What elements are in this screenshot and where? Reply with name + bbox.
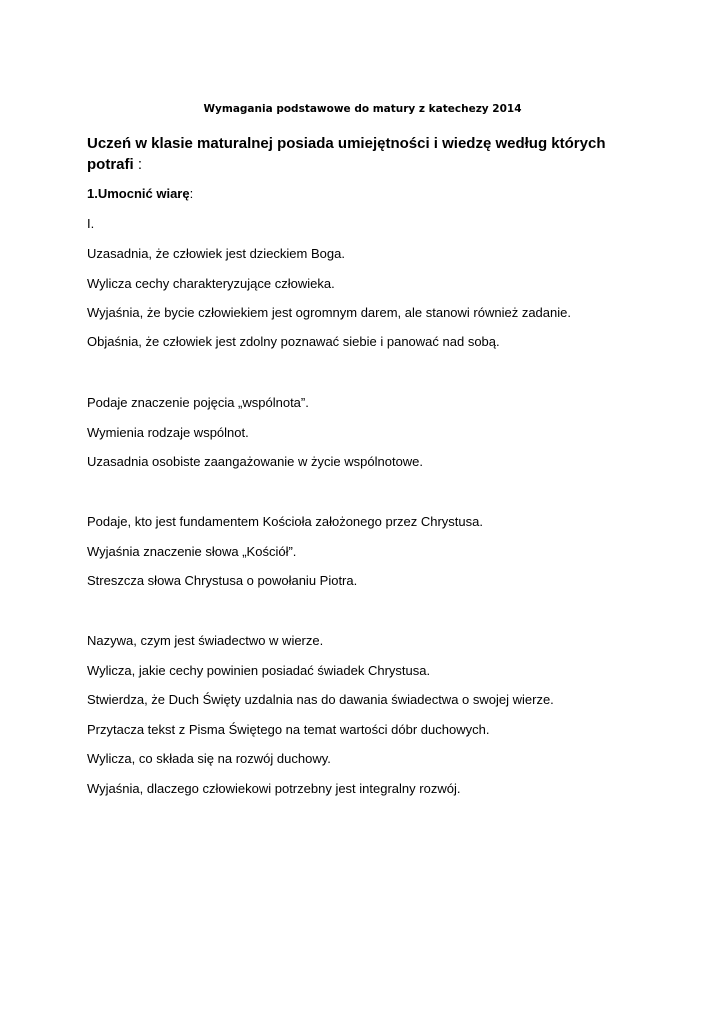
requirement-line: Nazywa, czym jest świadectwo w wierze.	[87, 633, 324, 648]
requirement-line: Uzasadnia, że człowiek jest dzieckiem Boga.	[87, 246, 345, 261]
section-heading	[87, 185, 193, 203]
requirement-line: Wylicza, co składa się na rozwój duchowy.	[87, 751, 331, 766]
requirement-line: Wyjaśnia, dlaczego człowiekowi potrzebny jest integralny rozwój.	[87, 781, 461, 796]
requirement-line: Wymienia rodzaje wspólnot.	[87, 425, 249, 440]
requirement-line: Wyjaśnia znaczenie słowa „Kościół”.	[87, 544, 297, 559]
requirement-line: Streszcza słowa Chrystusa o powołaniu Piotra.	[87, 573, 358, 588]
requirement-line: Podaje, kto jest fundamentem Kościoła założonego przez Chrystusa.	[87, 514, 483, 529]
requirement-line: Wylicza, jakie cechy powinien posiadać świadek Chrystusa.	[87, 663, 431, 678]
document-title: Wymagania podstawowe do matury z katechezy 2014	[203, 103, 522, 115]
section-heading-colon: :	[189, 186, 194, 201]
requirement-line: Wyjaśnia, że bycie człowiekiem jest ogromnym darem, ale stanowi również zadanie.	[87, 305, 571, 320]
requirement-line: Objaśnia, że człowiek jest zdolny poznawać siebie i panować nad sobą.	[87, 334, 500, 349]
roman-numeral: I.	[87, 216, 95, 231]
requirement-line: Stwierdza, że Duch Święty uzdalnia nas do dawania świadectwa o swojej wierze.	[87, 692, 554, 707]
intro-heading-colon: :	[133, 156, 143, 173]
intro-heading-text: Uczeń w klasie maturalnej posiada umiejętności i wiedzę według których potrafi	[87, 135, 606, 173]
section-heading-text: 1.Umocnić wiarę	[87, 186, 190, 201]
intro-heading	[87, 133, 647, 175]
requirement-line: Przytacza tekst z Pisma Świętego na temat wartości dóbr duchowych.	[87, 722, 490, 737]
requirement-line: Podaje znaczenie pojęcia „wspólnota”.	[87, 395, 309, 410]
requirement-line: Wylicza cechy charakteryzujące człowieka.	[87, 276, 335, 291]
requirement-line: Uzasadnia osobiste zaangażowanie w życie wspólnotowe.	[87, 454, 424, 469]
